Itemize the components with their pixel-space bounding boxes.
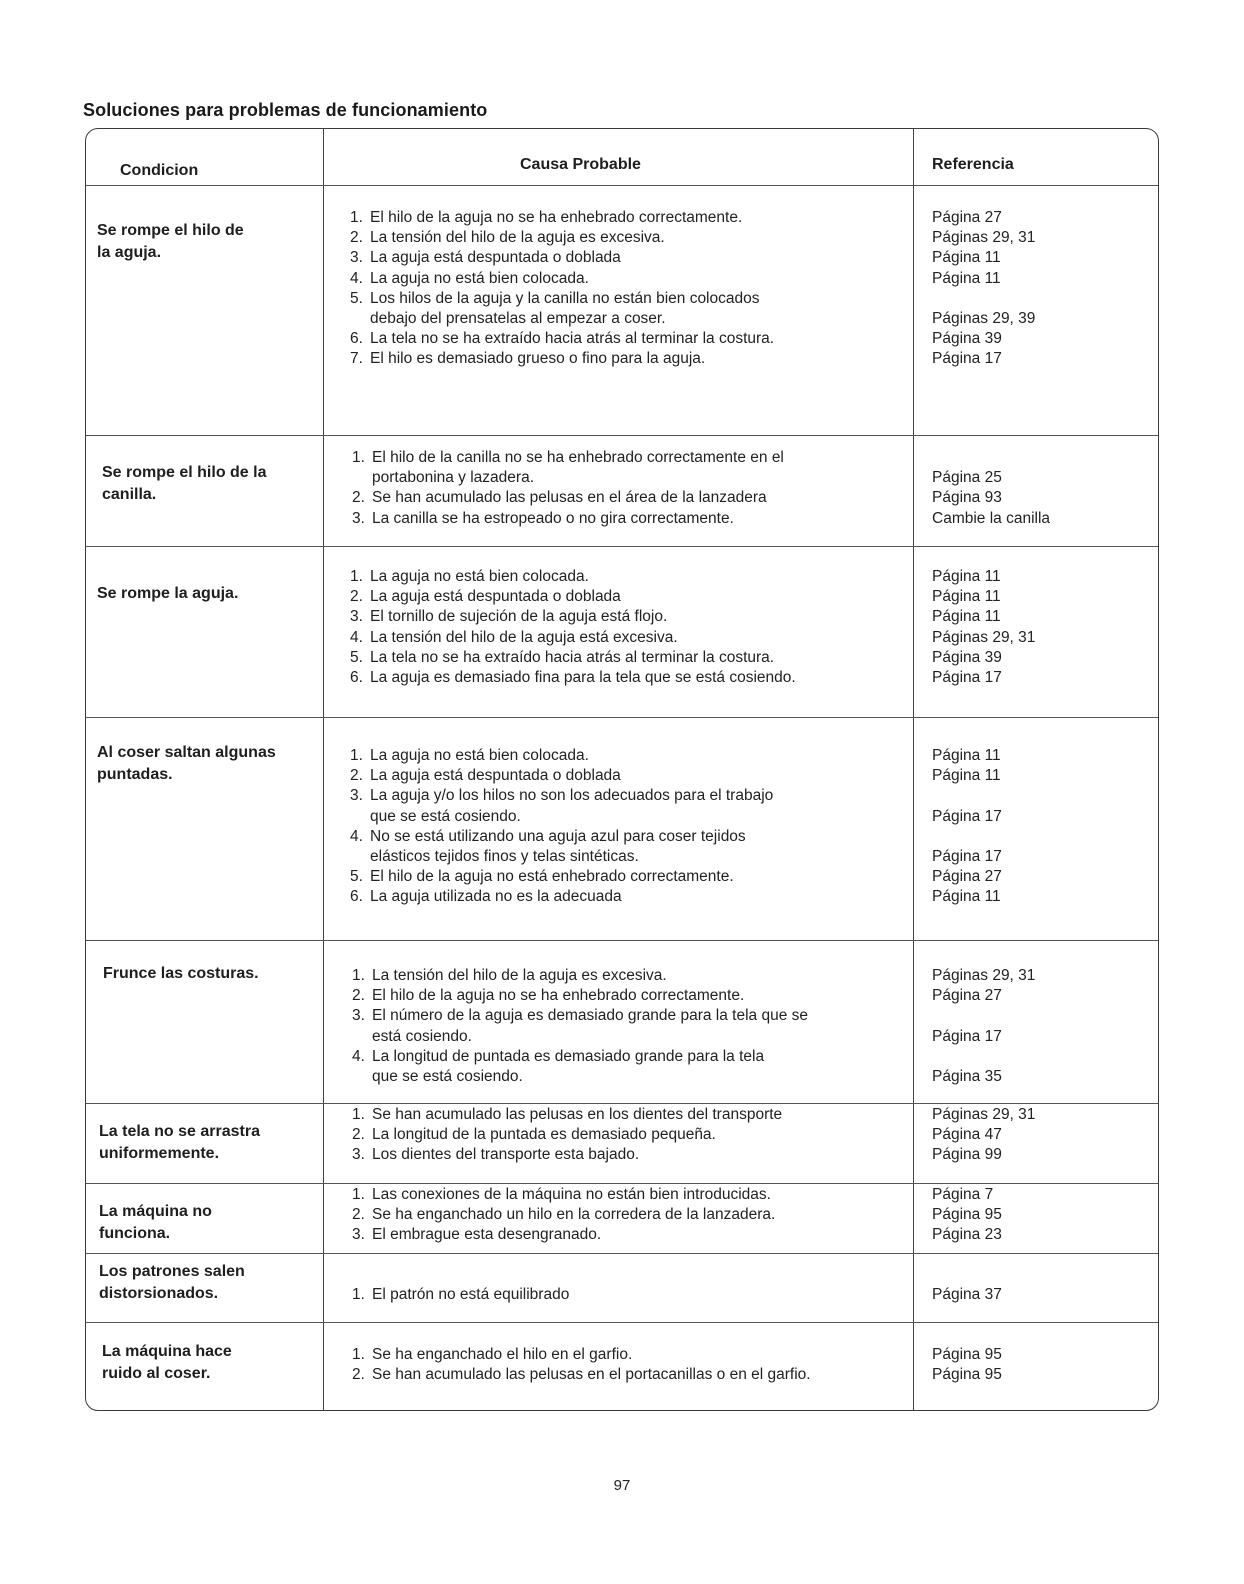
cause-number: 1. xyxy=(352,1286,365,1303)
cause-line xyxy=(350,628,796,648)
cause-text: Se han acumulado las pelusas en el área de la lanzadera xyxy=(372,489,767,507)
cause-number: 4. xyxy=(350,628,363,646)
cause-number: 2. xyxy=(352,987,365,1005)
reference-cell xyxy=(932,1345,1002,1385)
row-divider xyxy=(86,1183,1158,1184)
cause-number: 6. xyxy=(350,888,363,906)
cause-line xyxy=(350,807,773,827)
condition-line: la aguja. xyxy=(97,244,162,261)
cause-number: 3. xyxy=(350,608,363,626)
cause-cell xyxy=(352,1285,569,1305)
reference-line: Página 27 xyxy=(932,987,1002,1005)
cause-text: Se han acumulado las pelusas en el portacanillas o en el garfio. xyxy=(372,1366,811,1384)
cause-text: No se está utilizando una aguja azul para coser tejidos xyxy=(370,827,746,845)
cause-line xyxy=(352,1365,811,1385)
cause-line xyxy=(350,786,773,806)
reference-line: Página 17 xyxy=(932,807,1002,825)
cause-line xyxy=(350,827,773,847)
condition-line: distorsionados. xyxy=(99,1285,219,1302)
cause-text: La tensión del hilo de la aguja es excesiva. xyxy=(370,229,665,247)
cause-text: La aguja no está bien colocada. xyxy=(370,747,589,764)
cause-text: La aguja utilizada no es la adecuada xyxy=(370,888,622,906)
cause-line xyxy=(350,607,796,627)
reference-cell xyxy=(932,1185,1002,1246)
reference-line xyxy=(932,1006,1035,1026)
condition-line: Frunce las costuras. xyxy=(103,965,259,982)
reference-line: Página 99 xyxy=(932,1146,1002,1164)
reference-cell xyxy=(932,966,1035,1087)
cause-number: 1. xyxy=(352,1106,365,1123)
reference-line: Página 95 xyxy=(932,1366,1002,1384)
cause-number: 3. xyxy=(350,249,363,267)
cause-line xyxy=(350,309,774,329)
condition-cell xyxy=(99,1121,260,1165)
condition-line: La máquina no xyxy=(99,1203,212,1220)
cause-line xyxy=(352,966,808,986)
condition-line: Se rompe el hilo de xyxy=(97,222,244,239)
cause-line xyxy=(350,289,774,309)
cause-text: que se está cosiendo. xyxy=(372,1068,523,1086)
cause-text: La tensión del hilo de la aguja está excesiva. xyxy=(370,628,678,646)
cause-line xyxy=(352,1345,811,1365)
cause-number: 1. xyxy=(352,1186,365,1203)
reference-line: Página 17 xyxy=(932,1027,1002,1045)
reference-line: Página 47 xyxy=(932,1126,1002,1144)
reference-line: Página 11 xyxy=(932,888,1001,906)
cause-text: El hilo es demasiado grueso o fino para la aguja. xyxy=(370,350,706,368)
cause-text: La aguja está despuntada o doblada xyxy=(370,249,621,267)
cause-line xyxy=(350,269,774,289)
cause-number: 3. xyxy=(352,1146,365,1164)
cause-line xyxy=(350,766,773,786)
reference-line: Página 23 xyxy=(932,1226,1002,1244)
row-divider xyxy=(86,940,1158,941)
cause-cell xyxy=(350,208,774,370)
cause-number: 5. xyxy=(350,868,363,886)
cause-line xyxy=(352,488,784,508)
cause-text: El embrague esta desengranado. xyxy=(372,1226,602,1244)
reference-line xyxy=(932,289,1035,309)
header-divider xyxy=(86,185,1158,186)
reference-line: Página 17 xyxy=(932,669,1002,687)
row-divider xyxy=(86,717,1158,718)
cause-line xyxy=(352,1105,782,1125)
cause-number: 5. xyxy=(350,648,363,666)
condition-line: Se rompe el hilo de la xyxy=(102,464,267,481)
cause-text: La canilla se ha estropeado o no gira correctamente. xyxy=(372,509,734,527)
cause-line xyxy=(350,587,796,607)
cause-line xyxy=(352,1185,775,1205)
cause-line xyxy=(352,1125,782,1145)
cause-number: 3. xyxy=(350,787,363,805)
cause-line xyxy=(350,567,796,587)
cause-number: 4. xyxy=(350,827,363,845)
cause-number: 1. xyxy=(350,568,363,585)
cause-text: La longitud de puntada es demasiado grande para la tela xyxy=(372,1047,765,1065)
cause-text: La aguja no está bien colocada. xyxy=(370,269,589,287)
reference-line: Página 93 xyxy=(932,489,1002,507)
condition-line: Los patrones salen xyxy=(99,1263,245,1280)
cause-number: 2. xyxy=(352,1206,365,1224)
row-divider xyxy=(86,1253,1158,1254)
cause-line xyxy=(352,1067,808,1087)
cause-text: Se ha enganchado un hilo en la corredera de la lanzadera. xyxy=(372,1206,776,1224)
cause-text: La longitud de la puntada es demasiado pequeña. xyxy=(372,1126,716,1144)
reference-line: Página 37 xyxy=(932,1286,1002,1303)
reference-line: Página 95 xyxy=(932,1346,1002,1363)
cause-text: El hilo de la aguja no está enhebrado correctamente. xyxy=(370,868,734,886)
page-title: Soluciones para problemas de funcionamiento xyxy=(83,100,488,120)
reference-cell xyxy=(932,1285,1002,1305)
condition-cell xyxy=(103,963,259,985)
reference-line: Página 17 xyxy=(932,350,1002,368)
cause-number: 3. xyxy=(352,1226,365,1244)
cause-number: 4. xyxy=(352,1047,365,1065)
cause-line xyxy=(350,746,773,766)
cause-text: El hilo de la canilla no se ha enhebrado correctamente en el xyxy=(372,449,784,466)
reference-line: Página 39 xyxy=(932,648,1002,666)
cause-text: La tensión del hilo de la aguja es excesiva. xyxy=(372,967,667,984)
reference-line xyxy=(932,786,1002,806)
reference-cell xyxy=(932,567,1035,688)
cause-number: 1. xyxy=(352,967,365,984)
cause-text: La aguja es demasiado fina para la tela que se está cosiendo. xyxy=(370,669,796,687)
column-divider-cause-reference xyxy=(913,129,914,1410)
cause-text: La aguja y/o los hilos no son los adecuados para el trabajo xyxy=(370,787,774,805)
cause-text: El tornillo de sujeción de la aguja está flojo. xyxy=(370,608,668,626)
cause-number: 2. xyxy=(350,767,363,785)
condition-cell xyxy=(102,1341,232,1385)
cause-line xyxy=(352,448,784,468)
cause-number: 2. xyxy=(352,489,365,507)
cause-cell xyxy=(352,1105,782,1166)
reference-line: Página 39 xyxy=(932,330,1002,348)
cause-line xyxy=(350,867,773,887)
cause-text: portabonina y lazadera. xyxy=(372,469,535,487)
cause-text: Las conexiones de la máquina no están bien introducidas. xyxy=(372,1186,771,1203)
condition-cell xyxy=(97,220,244,264)
reference-line: Páginas 29, 31 xyxy=(932,1106,1036,1123)
cause-line xyxy=(352,1145,782,1165)
cause-line xyxy=(352,509,784,529)
cause-line xyxy=(352,1047,808,1067)
cause-line xyxy=(352,468,784,488)
cause-text: Se ha enganchado el hilo en el garfio. xyxy=(372,1346,633,1363)
condition-cell xyxy=(102,462,267,506)
row-divider xyxy=(86,1103,1158,1104)
cause-line xyxy=(350,349,774,369)
cause-line xyxy=(352,1285,569,1305)
reference-line: Página 11 xyxy=(932,588,1001,606)
reference-line: Páginas 29, 31 xyxy=(932,628,1036,646)
condition-line: uniformemente. xyxy=(99,1145,220,1162)
reference-line: Página 17 xyxy=(932,848,1002,866)
reference-line: Páginas 29, 39 xyxy=(932,310,1036,328)
cause-number: 2. xyxy=(350,229,363,247)
reference-line: Página 11 xyxy=(932,608,1001,626)
cause-number: 2. xyxy=(350,588,363,606)
condition-line: Al coser saltan algunas xyxy=(97,744,276,761)
cause-line xyxy=(352,1006,808,1026)
reference-line: Página 11 xyxy=(932,269,1001,287)
cause-cell xyxy=(352,966,808,1087)
reference-line: Página 25 xyxy=(932,469,1002,487)
cause-text: La tela no se ha extraído hacia atrás al terminar la costura. xyxy=(370,330,775,348)
cause-line xyxy=(350,228,774,248)
cause-text: El patrón no está equilibrado xyxy=(372,1286,570,1303)
reference-cell xyxy=(932,208,1035,370)
cause-text: La aguja está despuntada o doblada xyxy=(370,767,621,785)
cause-text: Se han acumulado las pelusas en los dientes del transporte xyxy=(372,1106,783,1123)
reference-cell xyxy=(932,448,1050,529)
cause-text: La aguja no está bien colocada. xyxy=(370,568,589,585)
page-number: 97 xyxy=(613,1477,631,1494)
reference-line xyxy=(932,448,1050,468)
cause-number: 3. xyxy=(352,1007,365,1025)
cause-number: 7. xyxy=(350,350,363,368)
condition-cell xyxy=(97,583,238,605)
cause-cell xyxy=(350,746,773,908)
header-reference: Referencia xyxy=(932,156,1014,173)
cause-line xyxy=(352,1225,775,1245)
cause-number: 2. xyxy=(352,1366,365,1384)
cause-line xyxy=(352,1205,775,1225)
cause-line xyxy=(350,208,774,228)
cause-text: que se está cosiendo. xyxy=(370,807,521,825)
reference-line: Página 27 xyxy=(932,868,1002,886)
reference-line: Página 11 xyxy=(932,249,1001,267)
reference-cell xyxy=(932,1105,1035,1166)
cause-cell xyxy=(352,1185,775,1246)
cause-number: 1. xyxy=(352,449,365,466)
condition-cell xyxy=(99,1201,212,1245)
condition-cell xyxy=(99,1261,245,1305)
cause-text: Los hilos de la aguja y la canilla no están bien colocados xyxy=(370,289,760,307)
reference-line: Página 11 xyxy=(932,747,1001,764)
header-cause: Causa Probable xyxy=(520,156,641,173)
cause-number: 3. xyxy=(352,509,365,527)
cause-text: Los dientes del transporte esta bajado. xyxy=(372,1146,640,1164)
cause-text: elásticos tejidos finos y telas sintéticas. xyxy=(370,848,639,866)
reference-line: Páginas 29, 31 xyxy=(932,967,1036,984)
reference-line xyxy=(932,827,1002,847)
row-divider xyxy=(86,546,1158,547)
cause-line xyxy=(350,648,796,668)
condition-line: La máquina hace xyxy=(102,1343,232,1360)
cause-line xyxy=(350,887,773,907)
reference-line: Página 7 xyxy=(932,1186,994,1203)
reference-line: Página 11 xyxy=(932,767,1001,785)
condition-line: puntadas. xyxy=(97,766,173,783)
cause-number: 6. xyxy=(350,330,363,348)
row-divider xyxy=(86,435,1158,436)
reference-line: Páginas 29, 31 xyxy=(932,229,1036,247)
cause-text: debajo del prensatelas al empezar a coser. xyxy=(370,310,666,328)
reference-line xyxy=(932,1047,1035,1067)
cause-text: El número de la aguja es demasiado grande para la tela que se xyxy=(372,1007,809,1025)
reference-line: Página 11 xyxy=(932,568,1001,585)
reference-line: Cambie la canilla xyxy=(932,509,1051,527)
condition-line: canilla. xyxy=(102,486,157,503)
reference-line: Página 95 xyxy=(932,1206,1002,1224)
condition-line: La tela no se arrastra xyxy=(99,1123,260,1140)
cause-line xyxy=(350,847,773,867)
cause-number: 5. xyxy=(350,289,363,307)
condition-line: funciona. xyxy=(99,1225,171,1242)
cause-line xyxy=(350,248,774,268)
reference-line: Página 35 xyxy=(932,1068,1002,1086)
cause-number: 2. xyxy=(352,1126,365,1144)
cause-line xyxy=(350,668,796,688)
cause-line xyxy=(350,329,774,349)
column-divider-condition-cause xyxy=(323,129,324,1410)
reference-cell xyxy=(932,746,1002,908)
cause-number: 1. xyxy=(352,1346,365,1363)
cause-cell xyxy=(352,448,784,529)
condition-cell xyxy=(97,742,276,786)
cause-cell xyxy=(350,567,796,688)
cause-number: 1. xyxy=(350,747,363,764)
cause-cell xyxy=(352,1345,811,1385)
cause-text: La aguja está despuntada o doblada xyxy=(370,588,621,606)
cause-line xyxy=(352,1027,808,1047)
cause-text: está cosiendo. xyxy=(372,1027,472,1045)
cause-number: 4. xyxy=(350,269,363,287)
row-divider xyxy=(86,1322,1158,1323)
condition-line: Se rompe la aguja. xyxy=(97,585,239,602)
cause-number: 1. xyxy=(350,209,363,226)
cause-text: El hilo de la aguja no se ha enhebrado correctamente. xyxy=(370,209,743,226)
condition-line: ruido al coser. xyxy=(102,1365,211,1382)
cause-text: El hilo de la aguja no se ha enhebrado correctamente. xyxy=(372,987,745,1005)
cause-line xyxy=(352,986,808,1006)
cause-number: 6. xyxy=(350,669,363,687)
cause-text: La tela no se ha extraído hacia atrás al terminar la costura. xyxy=(370,648,775,666)
header-condition: Condicion xyxy=(120,162,199,179)
reference-line: Página 27 xyxy=(932,209,1002,226)
